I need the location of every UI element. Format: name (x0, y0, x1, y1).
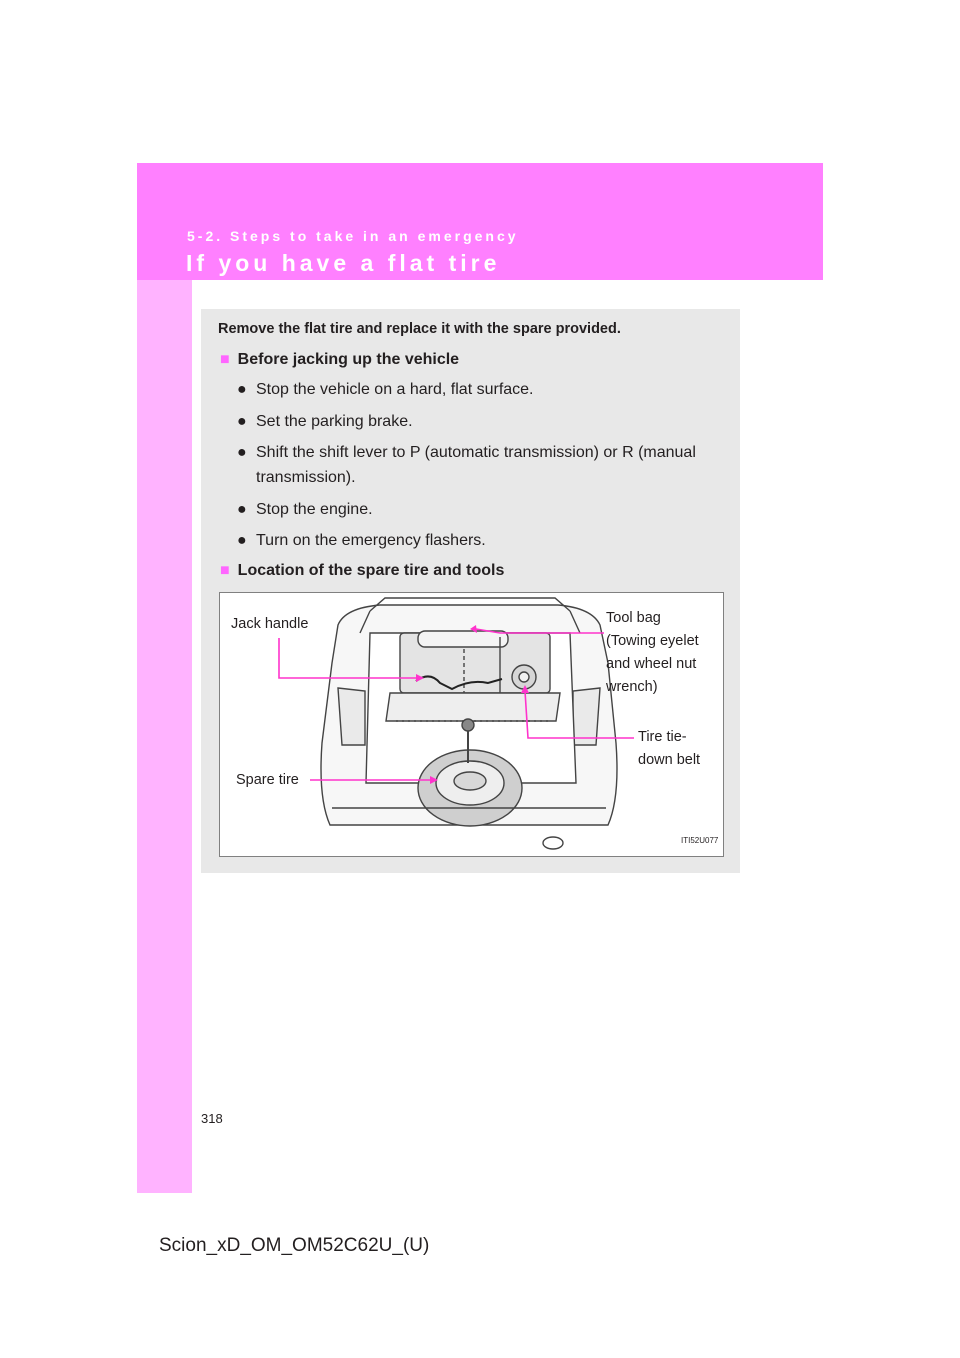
page-title: If you have a flat tire (186, 250, 501, 276)
list-item (237, 497, 727, 522)
label-tool-bag-line: (Towing eyelet (606, 633, 699, 649)
label-spare-tire: Spare tire (236, 772, 299, 788)
subheading-before-jacking (220, 351, 459, 369)
subheading-text: Location of the spare tire and tools (237, 562, 505, 579)
bullet-dot-icon: ● (237, 444, 247, 461)
figure-code: ITI52U077 (681, 836, 719, 845)
list-item (237, 528, 727, 553)
intro-text: Remove the flat tire and replace it with the spare provided. (218, 321, 621, 337)
list-item-text: Stop the engine. (256, 501, 373, 518)
label-jack-handle: Jack handle (231, 616, 309, 632)
bullet-dot-icon: ● (237, 532, 247, 549)
subheading-text: Before jacking up the vehicle (237, 351, 460, 368)
bullet-dot-icon: ● (237, 501, 247, 518)
square-bullet-icon: ■ (220, 562, 230, 579)
label-tool-bag: Tool bag (606, 610, 661, 626)
section-label: 5-2. Steps to take in an emergency (187, 228, 519, 244)
bullet-dot-icon: ● (237, 381, 247, 398)
list-item-text: Shift the shift lever to P (automatic transmission) or R (manual transmission). (256, 444, 696, 486)
label-tool-bag-line: wrench) (606, 679, 658, 695)
label-tire-tie-down-belt: Tire tie- (638, 729, 687, 745)
list-item-text: Stop the vehicle on a hard, flat surface. (256, 381, 534, 398)
label-tool-bag-line: and wheel nut (606, 656, 697, 672)
list-item (237, 440, 727, 490)
spare-tire-figure (219, 592, 724, 857)
list-item-text: Turn on the emergency flashers. (256, 532, 486, 549)
list-item (237, 409, 727, 434)
document-id: Scion_xD_OM_OM52C62U_(U) (159, 1235, 430, 1256)
page-number: 318 (201, 1111, 223, 1126)
list-item (237, 377, 727, 402)
list-item-text: Set the parking brake. (256, 413, 413, 430)
subheading-location (220, 562, 504, 580)
label-tire-tie-down-belt-line: down belt (638, 752, 701, 768)
bullet-dot-icon: ● (237, 413, 247, 430)
square-bullet-icon: ■ (220, 351, 230, 368)
side-strip (137, 280, 192, 1193)
